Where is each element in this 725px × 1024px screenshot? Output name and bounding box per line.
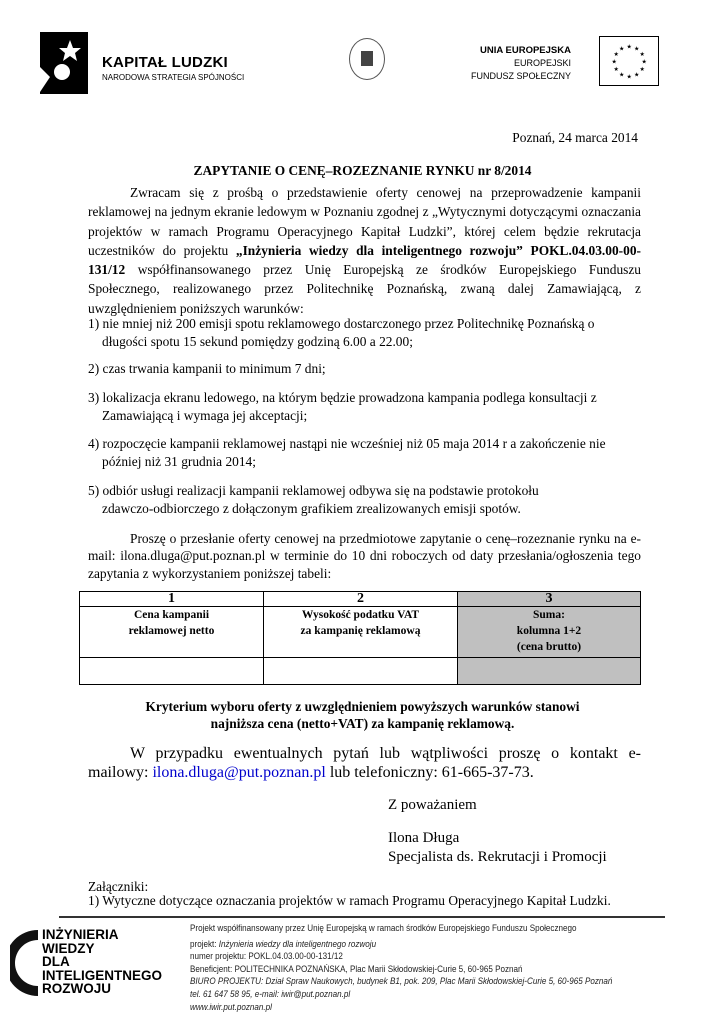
footer-beneficiary: Beneficjent: POLITECHNIKA POZNAŃSKA, Plac Marii Skłodowskiej-Curie 5, 60-965 Poznań [190, 963, 523, 974]
cell-gross-price[interactable] [458, 658, 641, 685]
ue-line2: EUROPEJSKI [513, 58, 571, 68]
attachments-label: Załączniki: [88, 879, 149, 894]
cell-net-price[interactable] [80, 658, 264, 685]
document-title: ZAPYTANIE O CENĘ–ROZEZNANIE RYNKU nr 8/2014 [193, 163, 532, 178]
criterion-line-2: najniższa cena (netto+VAT) za kampanię reklamową. [210, 716, 515, 731]
request-paragraph: Proszę o przesłanie oferty cenowej na przedmiotowe zapytanie o cenę–rozeznanie rynku na e-mail: ilona.dluga@put.poznan.pl w terminie do 10 dni roboczych od daty przesłania/ogłoszenia tego zapytania z wykorzystaniem poniższej tabeli: [88, 531, 641, 581]
logo-word: INŻYNIERIA [42, 927, 119, 942]
eu-stars-icon [600, 37, 658, 85]
eu-star: ★ [619, 46, 625, 53]
closing: Z poważaniem [388, 797, 477, 813]
logo-word: WIEDZY [42, 940, 95, 956]
eu-star: ★ [639, 52, 645, 58]
header-line: Cena kampanii [133, 609, 210, 621]
logo-word: ROZWOJU [42, 981, 111, 996]
header-line: Wysokość podatku VAT [301, 609, 420, 621]
intro-text-2: współfinansowanego przez Unię Europejską ze środków Europejskiego Funduszu Społecznego, realizowanego przez Politechnikę Poznańską, zwaną dalej Zamawiającą, z uwzględnieniem poniższych warunków: [88, 262, 641, 316]
footer-project [190, 938, 718, 951]
condition-3: 3) lokalizacja ekranu ledowego, na którym będzie prowadzona kampania podlega konsultacji z Zamawiającą i wymaga jej akceptacji; [88, 390, 597, 423]
footer-number: numer projektu: POKL.04.03.00-00-131/12 [190, 951, 343, 962]
eu-star: ★ [634, 46, 640, 53]
eu-star: ★ [613, 52, 619, 58]
header-line: za kampanię reklamową [300, 625, 421, 637]
logo-word: DLA [42, 954, 70, 969]
ue-line3: FUNDUSZ SPOŁECZNY [470, 71, 571, 81]
header-line: (cena brutto) [516, 641, 582, 653]
eu-star: ★ [619, 72, 625, 79]
eu-star: ★ [641, 59, 647, 66]
cell-vat[interactable] [264, 658, 458, 685]
university-seal [349, 38, 385, 80]
signer-name: Ilona Długa [388, 830, 460, 846]
date: Poznań, 24 marca 2014 [512, 130, 638, 145]
col-number-3: 3 [458, 592, 641, 607]
contact-text-1: W przypadku ewentualnych pytań lub wątpliwości proszę o kontakt e-mailowy: [88, 745, 641, 781]
footer-office: BIURO PROJEKTU: Dział Spraw Naukowych, budynek B1, pok. 209, Plac Marii Skłodowskiej-Curie 5, 60-965 Poznań [190, 976, 613, 987]
condition-1: 1) nie mniej niż 200 emisji spotu reklamowego dostarczonego przez Politechnikę Poznańską o długości spotu 15 sekund pomiędzy godziną 6.00 a 22.00; [88, 316, 595, 349]
eu-star: ★ [639, 67, 645, 73]
col-header-3 [458, 607, 641, 658]
header-line: kolumna 1+2 [516, 625, 582, 637]
header-line: Suma: [533, 609, 565, 621]
eu-star: ★ [634, 72, 640, 79]
contact-text-2: lub telefoniczny: 61-665-37-73. [325, 764, 534, 781]
condition-2: 2) czas trwania kampanii to minimum 7 dni; [88, 361, 326, 376]
criterion-line-1: Kryterium wyboru oferty z uwzględnieniem powyższych warunków stanowi [145, 699, 580, 714]
project-name: „Inżynieria wiedzy dla inteligentnego rozwoju” POKL.04.03.00-00-131/12 [88, 242, 641, 278]
contact-email-link[interactable]: ilona.dluga@put.poznan.pl [152, 764, 326, 781]
intro-paragraph [88, 183, 641, 318]
condition-4: 4) rozpoczęcie kampanii reklamowej nastąpi nie wcześniej niż 05 maja 2014 r a zakończenie nie później niż 31 grudnia 2014; [88, 436, 606, 469]
condition-5: 5) odbiór usługi realizacji kampanii reklamowej odbywa się na podstawie protokołu zdawczo-odbiorczego z dołączonym grafikiem zrealizowanych emisji spotów. [88, 483, 539, 516]
star-icon [40, 32, 88, 94]
footer-text [190, 922, 718, 1013]
signer-role: Specjalista ds. Rekrutacji i Promocji [388, 849, 607, 865]
footer-www[interactable]: www.iwir.put.poznan.pl [190, 1001, 272, 1012]
eu-flag [599, 36, 659, 86]
gear-icon [10, 928, 40, 998]
intro-text-1: Zwracam się z prośbą o przedstawienie oferty cenowej na przeprowadzenie kampanii reklamowej na jednym ekranie ledowym w Poznaniu zgodnej z „Wytycznymi dotyczącymi oznaczania projektów w ramach Programu Operacyjnego Kapitał Ludzki”, której celem będzie rekrutacja uczestników do projektu [88, 185, 641, 258]
contact-paragraph [88, 744, 641, 782]
eu-star: ★ [611, 59, 617, 66]
project-name: Inżynieria wiedzy dla inteligentnego rozwoju [218, 938, 377, 949]
footer-divider [59, 916, 665, 918]
col-number-1: 1 [80, 592, 264, 607]
kl-title: KAPITAŁ LUDZKI [102, 54, 228, 71]
eu-star: ★ [626, 74, 632, 81]
footer-tel: tel. 61 647 58 95, e-mail: iwir@put.poznan.pl [190, 988, 351, 999]
attachment-item: 1) Wytyczne dotyczące oznaczania projektów w ramach Programu Operacyjnego Kapitał Ludzki. [88, 893, 611, 908]
col-header-2 [264, 607, 458, 658]
col-header-1 [80, 607, 264, 658]
col-number-2: 2 [264, 592, 458, 607]
iwir-logo [10, 928, 180, 1000]
offer-table [79, 591, 641, 685]
kl-subtitle: NARODOWA STRATEGIA SPÓJNOŚCI [102, 73, 245, 82]
kapital-ludzki-logo [40, 32, 88, 94]
ue-line1: UNIA EUROPEJSKA [480, 45, 571, 56]
header-line: reklamowej netto [128, 625, 215, 637]
footer-cofinancing: Projekt współfinansowany przez Unię Europejską w ramach środków Europejskiego Funduszu Społecznego [190, 923, 577, 933]
logo-word: INTELIGENTNEGO [42, 967, 163, 983]
eu-star: ★ [613, 67, 619, 73]
eu-star: ★ [626, 44, 632, 51]
project-label: projekt: [190, 938, 219, 949]
